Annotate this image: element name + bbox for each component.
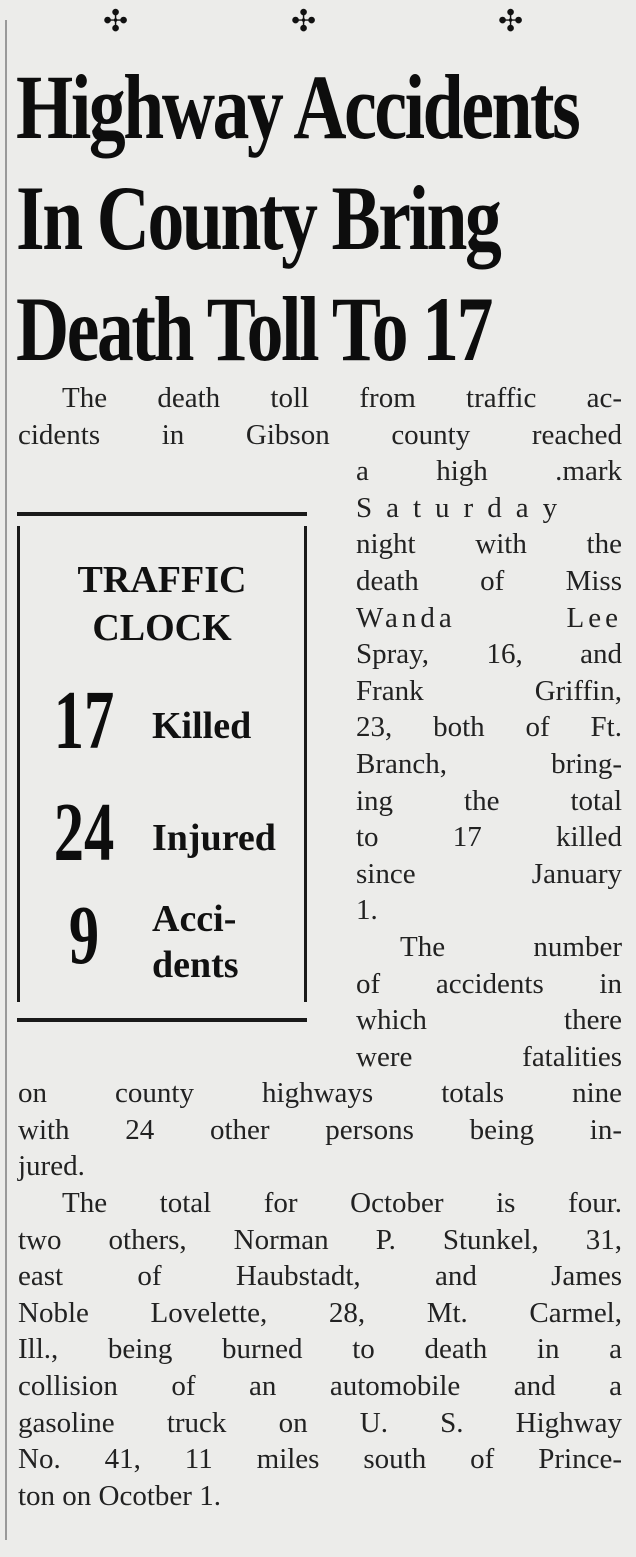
stat-number: 9 bbox=[68, 889, 100, 982]
article-line: Spray, 16, and bbox=[356, 638, 622, 671]
article-line: 1. bbox=[356, 894, 378, 927]
article-line: were fatalities bbox=[356, 1040, 622, 1073]
article-line: ton on Ocotber 1. bbox=[18, 1479, 221, 1512]
article-line: on county highways totals nine bbox=[18, 1077, 622, 1110]
stat-label: Killed bbox=[152, 705, 252, 747]
stat-label: Injured bbox=[152, 817, 276, 859]
article-line: The death toll from traffic ac- bbox=[62, 382, 622, 414]
article-line: Ill., being burned to death in a bbox=[18, 1333, 622, 1366]
article-line: Wanda Lee bbox=[356, 601, 622, 634]
article-line: Saturday bbox=[356, 491, 572, 524]
article-line: The number bbox=[400, 930, 622, 963]
article-line: ing the total bbox=[356, 784, 622, 817]
headline-line: Highway Accidents bbox=[16, 56, 579, 158]
article-line: to 17 killed bbox=[356, 821, 622, 854]
article-line: since January bbox=[356, 857, 622, 890]
article-line: 23, both of Ft. bbox=[356, 711, 622, 744]
headline-line: Death Toll To 17 bbox=[16, 278, 491, 380]
headline bbox=[16, 52, 579, 385]
article-line: Branch, bring- bbox=[356, 747, 622, 780]
article-line: with 24 other persons being in- bbox=[18, 1113, 622, 1146]
ornament-icon: ✣ bbox=[498, 5, 524, 38]
stat-number: 24 bbox=[53, 786, 115, 879]
ornament-row bbox=[0, 2, 636, 42]
stat-label: Acci- bbox=[152, 898, 237, 940]
article-line: No. 41, 11 miles south of Prince- bbox=[18, 1443, 622, 1476]
article-line: of accidents in bbox=[356, 967, 622, 1000]
article-line: night with the bbox=[356, 528, 622, 561]
column-rule bbox=[5, 20, 7, 1540]
article-line: east of Haubstadt, and James bbox=[18, 1260, 622, 1293]
article-body bbox=[18, 380, 622, 1514]
article-line: collision of an automobile and a bbox=[18, 1370, 622, 1403]
traffic-clock-title: CLOCK bbox=[92, 607, 232, 649]
article-line: which there bbox=[356, 1004, 622, 1037]
ornament-icon: ✣ bbox=[103, 5, 129, 38]
article-line: gasoline truck on U. S. Highway bbox=[18, 1406, 622, 1439]
article-line: Noble Lovelette, 28, Mt. Carmel, bbox=[18, 1296, 622, 1329]
headline-line: In County Bring bbox=[16, 167, 500, 269]
stat-label: dents bbox=[152, 944, 239, 986]
article-line: death of Miss bbox=[356, 564, 622, 597]
traffic-clock-title: TRAFFIC bbox=[77, 559, 247, 601]
article-line: a high .mark bbox=[356, 455, 622, 488]
article-line: cidents in Gibson county reached bbox=[18, 418, 622, 451]
article-line: two others, Norman P. Stunkel, 31, bbox=[18, 1223, 622, 1256]
article-line: Frank Griffin, bbox=[356, 674, 622, 707]
ornament-icon: ✣ bbox=[291, 5, 317, 38]
article-line: The total for October is four. bbox=[62, 1187, 622, 1220]
article-line: jured. bbox=[18, 1150, 85, 1183]
stat-number: 17 bbox=[53, 674, 115, 767]
